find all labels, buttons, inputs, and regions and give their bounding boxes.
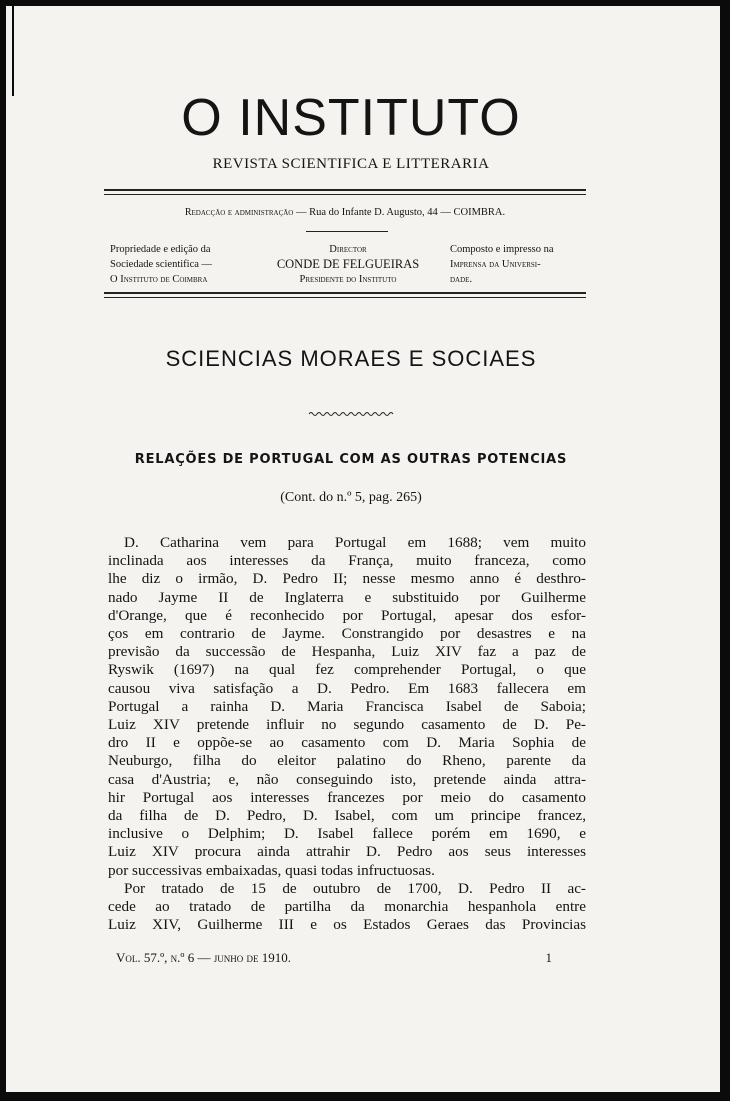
section-title: SCIENCIAS MORAES E SOCIAES: [165, 346, 537, 371]
body-line: dro II e oppõe-se ao casamento com D. Maria Sophia de: [108, 734, 586, 752]
body-line: inclusive o Delphim; D. Isabel fallece porém em 1690, e: [108, 825, 586, 843]
body-line: da filha de D. Pedro, D. Isabel, com um principe francez,: [108, 807, 586, 825]
body-line: Ryswik (1697) na qual fez comprehender Portugal, o que: [108, 661, 586, 679]
body-line: Luiz XIV pretende influir no segundo casamento de D. Pe-: [108, 716, 586, 734]
body-line: Portugal a rainha D. Maria Francisca Isabel de Saboia;: [108, 697, 586, 715]
header-rule-bottom-thin: [104, 297, 586, 298]
header-rule-bottom: [104, 292, 586, 294]
continuation-note: (Cont. do n.º 5, pag. 265): [280, 490, 422, 505]
journal-title: O INSTITUTO: [181, 89, 521, 147]
director-info: [258, 242, 438, 287]
journal-subtitle: REVISTA SCIENTIFICA E LITTERARIA: [212, 156, 490, 172]
body-line: hir Portugal aos interesses francezes por meio do casamento: [108, 788, 586, 806]
printer-line: Composto e impresso na: [450, 244, 554, 255]
body-line: Neuburgo, filha do eleitor palatino do Rheno, parente da: [108, 752, 586, 770]
printer-line: Imprensa da Universi-: [450, 259, 541, 270]
publisher-line: Sociedade scientifica —: [110, 259, 213, 270]
body-line: D. Catharina vem para Portugal em 1688; vem muito: [124, 534, 586, 551]
body-line: nado Jayme II de Inglaterra e substituido por Guilherme: [108, 588, 586, 606]
body-line: Luiz XIV, Guilherme III e os Estados Geraes das Provincias: [108, 916, 586, 934]
ornament-divider: [308, 410, 394, 418]
header-rule-top-thin: [104, 194, 586, 195]
body-line: lhe diz o irmão, D. Pedro II; nesse mesmo anno é desthro-: [108, 570, 586, 588]
publisher-info: [110, 242, 280, 287]
short-divider: [306, 231, 388, 232]
printer-line: dade.: [450, 274, 473, 285]
article-title: RELAÇÕES DE PORTUGAL COM AS OUTRAS POTENCIAS: [134, 452, 568, 467]
body-line: ços em contrario de Jayme. Constrangido por desastres e na: [108, 625, 586, 643]
director-role: Presidente do Instituto: [299, 274, 397, 285]
body-line: Luiz XIV procura ainda attrahir D. Pedro aos seus interesses: [108, 843, 586, 861]
body-line: causou viva satisfação a D. Pedro. Em 1683 fallecera em: [108, 679, 586, 697]
redaccao-address: — Rua do Infante D. Augusto, 44 — COIMBRA.: [296, 207, 506, 218]
page-number: 1: [545, 950, 552, 965]
publisher-line: Propriedade e edição da: [110, 244, 211, 255]
printer-info: [450, 242, 600, 287]
header-rule-top: [104, 189, 586, 191]
body-line: Por tratado de 15 de outubro de 1700, D. Pedro II ac-: [124, 879, 586, 897]
body-line: casa d'Austria; e, não conseguindo isto, pretende ainda attra-: [108, 770, 586, 788]
body-line: previsão da successão de Hespanha, Luiz XIV faz a paz de: [108, 643, 586, 661]
redaccao-line: [104, 207, 586, 218]
publisher-line: O Instituto de Coimbra: [110, 274, 208, 285]
body-line: cede ao tratado de partilha da monarchia hespanhola entre: [108, 898, 586, 916]
page-footer: [116, 950, 552, 966]
director-label: Director: [329, 244, 367, 255]
volume-info: Vol. 57.º, n.º 6 — junho de 1910.: [116, 950, 291, 965]
body-line: d'Orange, que é reconhecido por Portugal, apesar dos esfor-: [108, 606, 586, 624]
director-name: CONDE DE FELGUEIRAS: [276, 257, 420, 271]
article-body: [108, 534, 586, 934]
redaccao-label: Redacção e administração: [184, 207, 294, 218]
body-line: por successivas embaixadas, quasi todas infructuosas.: [108, 861, 435, 879]
body-line: inclinada aos interesses da França, muito franceza, como: [108, 552, 586, 570]
document-page: [6, 6, 720, 1092]
scan-edge-mark: [12, 6, 14, 96]
